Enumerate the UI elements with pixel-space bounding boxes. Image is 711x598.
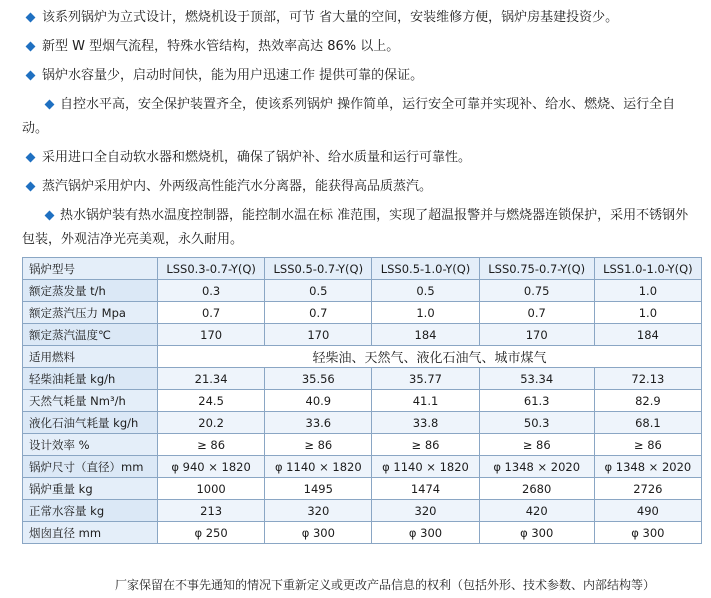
table-cell: 0.7 (158, 302, 265, 324)
row-label: 额定蒸发量 t/h (23, 280, 158, 302)
row-label: 额定蒸汽温度℃ (23, 324, 158, 346)
feature-item: 采用进口全自动软水器和燃烧机，确保了锅炉补、给水质量和运行可靠性。 (22, 146, 694, 170)
table-cell: 61.3 (479, 390, 594, 412)
table-header-label: 锅炉型号 (23, 258, 158, 280)
row-label: 适用燃料 (23, 346, 158, 368)
table-cell: φ 300 (372, 522, 479, 544)
table-cell: 1474 (372, 478, 479, 500)
feature-list (22, 6, 694, 257)
table-cell: 53.34 (479, 368, 594, 390)
table-cell: 72.13 (594, 368, 701, 390)
row-label: 天然气耗量 Nm³/h (23, 390, 158, 412)
table-cell: 1.0 (372, 302, 479, 324)
table-cell: 320 (372, 500, 479, 522)
row-label: 液化石油气耗量 kg/h (23, 412, 158, 434)
table-row (23, 412, 702, 434)
table-cell: 1495 (265, 478, 372, 500)
table-cell: 420 (479, 500, 594, 522)
feature-item: 热水锅炉装有热水温度控制器，能控制水温在标 准范围，实现了超温报警并与燃烧器连锁保护，采用不锈钢外包装，外观洁净光亮美观，永久耐用。 (22, 208, 689, 247)
table-cell: 2680 (479, 478, 594, 500)
table-cell: 170 (479, 324, 594, 346)
model-header-cell: LSS0.5-0.7-Y(Q) (265, 258, 372, 280)
table-cell: 82.9 (594, 390, 701, 412)
fuel-value-cell: 轻柴油、天然气、液化石油气、城市煤气 (158, 346, 702, 368)
table-cell: 35.77 (372, 368, 479, 390)
table-row (23, 280, 702, 302)
table-cell: 184 (372, 324, 479, 346)
boiler-spec-table (22, 257, 702, 544)
table-cell: 40.9 (265, 390, 372, 412)
table-cell: 21.34 (158, 368, 265, 390)
table-cell: 33.6 (265, 412, 372, 434)
table-cell: φ 300 (594, 522, 701, 544)
feature-item: 锅炉水容量少，启动时间快，能为用户迅速工作 提供可靠的保证。 (22, 64, 694, 88)
model-header-cell: LSS0.3-0.7-Y(Q) (158, 258, 265, 280)
table-row (23, 368, 702, 390)
table-header-row (23, 258, 702, 280)
table-row-fuel (23, 346, 702, 368)
table-cell: φ 940 × 1820 (158, 456, 265, 478)
table-cell: ≥ 86 (158, 434, 265, 456)
diamond-bullet-icon (26, 153, 36, 163)
table-row (23, 302, 702, 324)
model-header-cell: LSS1.0-1.0-Y(Q) (594, 258, 701, 280)
table-cell: ≥ 86 (479, 434, 594, 456)
table-cell: 213 (158, 500, 265, 522)
table-cell: 1.0 (594, 280, 701, 302)
row-label: 正常水容量 kg (23, 500, 158, 522)
row-label: 轻柴油耗量 kg/h (23, 368, 158, 390)
table-cell: φ 1348 × 2020 (479, 456, 594, 478)
model-header-cell: LSS0.75-0.7-Y(Q) (479, 258, 594, 280)
table-cell: 320 (265, 500, 372, 522)
table-cell: φ 250 (158, 522, 265, 544)
table-cell: ≥ 86 (594, 434, 701, 456)
table-row (23, 522, 702, 544)
table-cell: φ 1140 × 1820 (265, 456, 372, 478)
table-cell: 0.7 (479, 302, 594, 324)
feature-item: 蒸汽锅炉采用炉内、外两级高性能汽水分离器，能获得高品质蒸汽。 (22, 175, 694, 199)
table-row (23, 478, 702, 500)
row-label: 烟囱直径 mm (23, 522, 158, 544)
feature-item: 自控水平高，安全保护装置齐全，使该系列锅炉 操作简单，运行安全可靠并实现补、给水、燃烧、运行全自动。 (22, 97, 676, 136)
disclaimer-text: 厂家保留在不事先通知的情况下重新定义或更改产品信息的权利（包括外形、技术参数、内部结构等） (115, 578, 656, 592)
diamond-bullet-icon (26, 42, 36, 52)
table-row (23, 500, 702, 522)
feature-item: 新型 W 型烟气流程，特殊水管结构，热效率高达 86% 以上。 (22, 35, 694, 59)
table-cell: 0.5 (265, 280, 372, 302)
diamond-bullet-icon (26, 13, 36, 23)
table-cell: φ 1140 × 1820 (372, 456, 479, 478)
table-cell: 0.3 (158, 280, 265, 302)
table-cell: 170 (265, 324, 372, 346)
table-cell: 0.5 (372, 280, 479, 302)
table-cell: 170 (158, 324, 265, 346)
table-cell: φ 300 (265, 522, 372, 544)
table-cell: 1.0 (594, 302, 701, 324)
table-cell: ≥ 86 (265, 434, 372, 456)
row-label: 锅炉尺寸（直径）mm (23, 456, 158, 478)
table-row (23, 390, 702, 412)
diamond-bullet-icon (26, 182, 36, 192)
model-header-cell: LSS0.5-1.0-Y(Q) (372, 258, 479, 280)
table-cell: 24.5 (158, 390, 265, 412)
feature-item: 该系列锅炉为立式设计，燃烧机设于顶部，可节 省大量的空间，安装维修方便，锅炉房基建投资少。 (22, 6, 694, 30)
table-cell: 33.8 (372, 412, 479, 434)
table-cell: φ 1348 × 2020 (594, 456, 701, 478)
row-label: 设计效率 % (23, 434, 158, 456)
table-cell: 35.56 (265, 368, 372, 390)
table-cell: 2726 (594, 478, 701, 500)
diamond-bullet-icon (26, 71, 36, 81)
table-cell: 50.3 (479, 412, 594, 434)
table-cell: 0.75 (479, 280, 594, 302)
table-cell: 184 (594, 324, 701, 346)
row-label: 额定蒸汽压力 Mpa (23, 302, 158, 324)
table-cell: ≥ 86 (372, 434, 479, 456)
table-cell: 0.7 (265, 302, 372, 324)
table-cell: 490 (594, 500, 701, 522)
table-cell: 68.1 (594, 412, 701, 434)
table-cell: 41.1 (372, 390, 479, 412)
table-row (23, 434, 702, 456)
row-label: 锅炉重量 kg (23, 478, 158, 500)
table-row (23, 456, 702, 478)
table-row (23, 324, 702, 346)
table-cell: φ 300 (479, 522, 594, 544)
table-cell: 1000 (158, 478, 265, 500)
table-cell: 20.2 (158, 412, 265, 434)
